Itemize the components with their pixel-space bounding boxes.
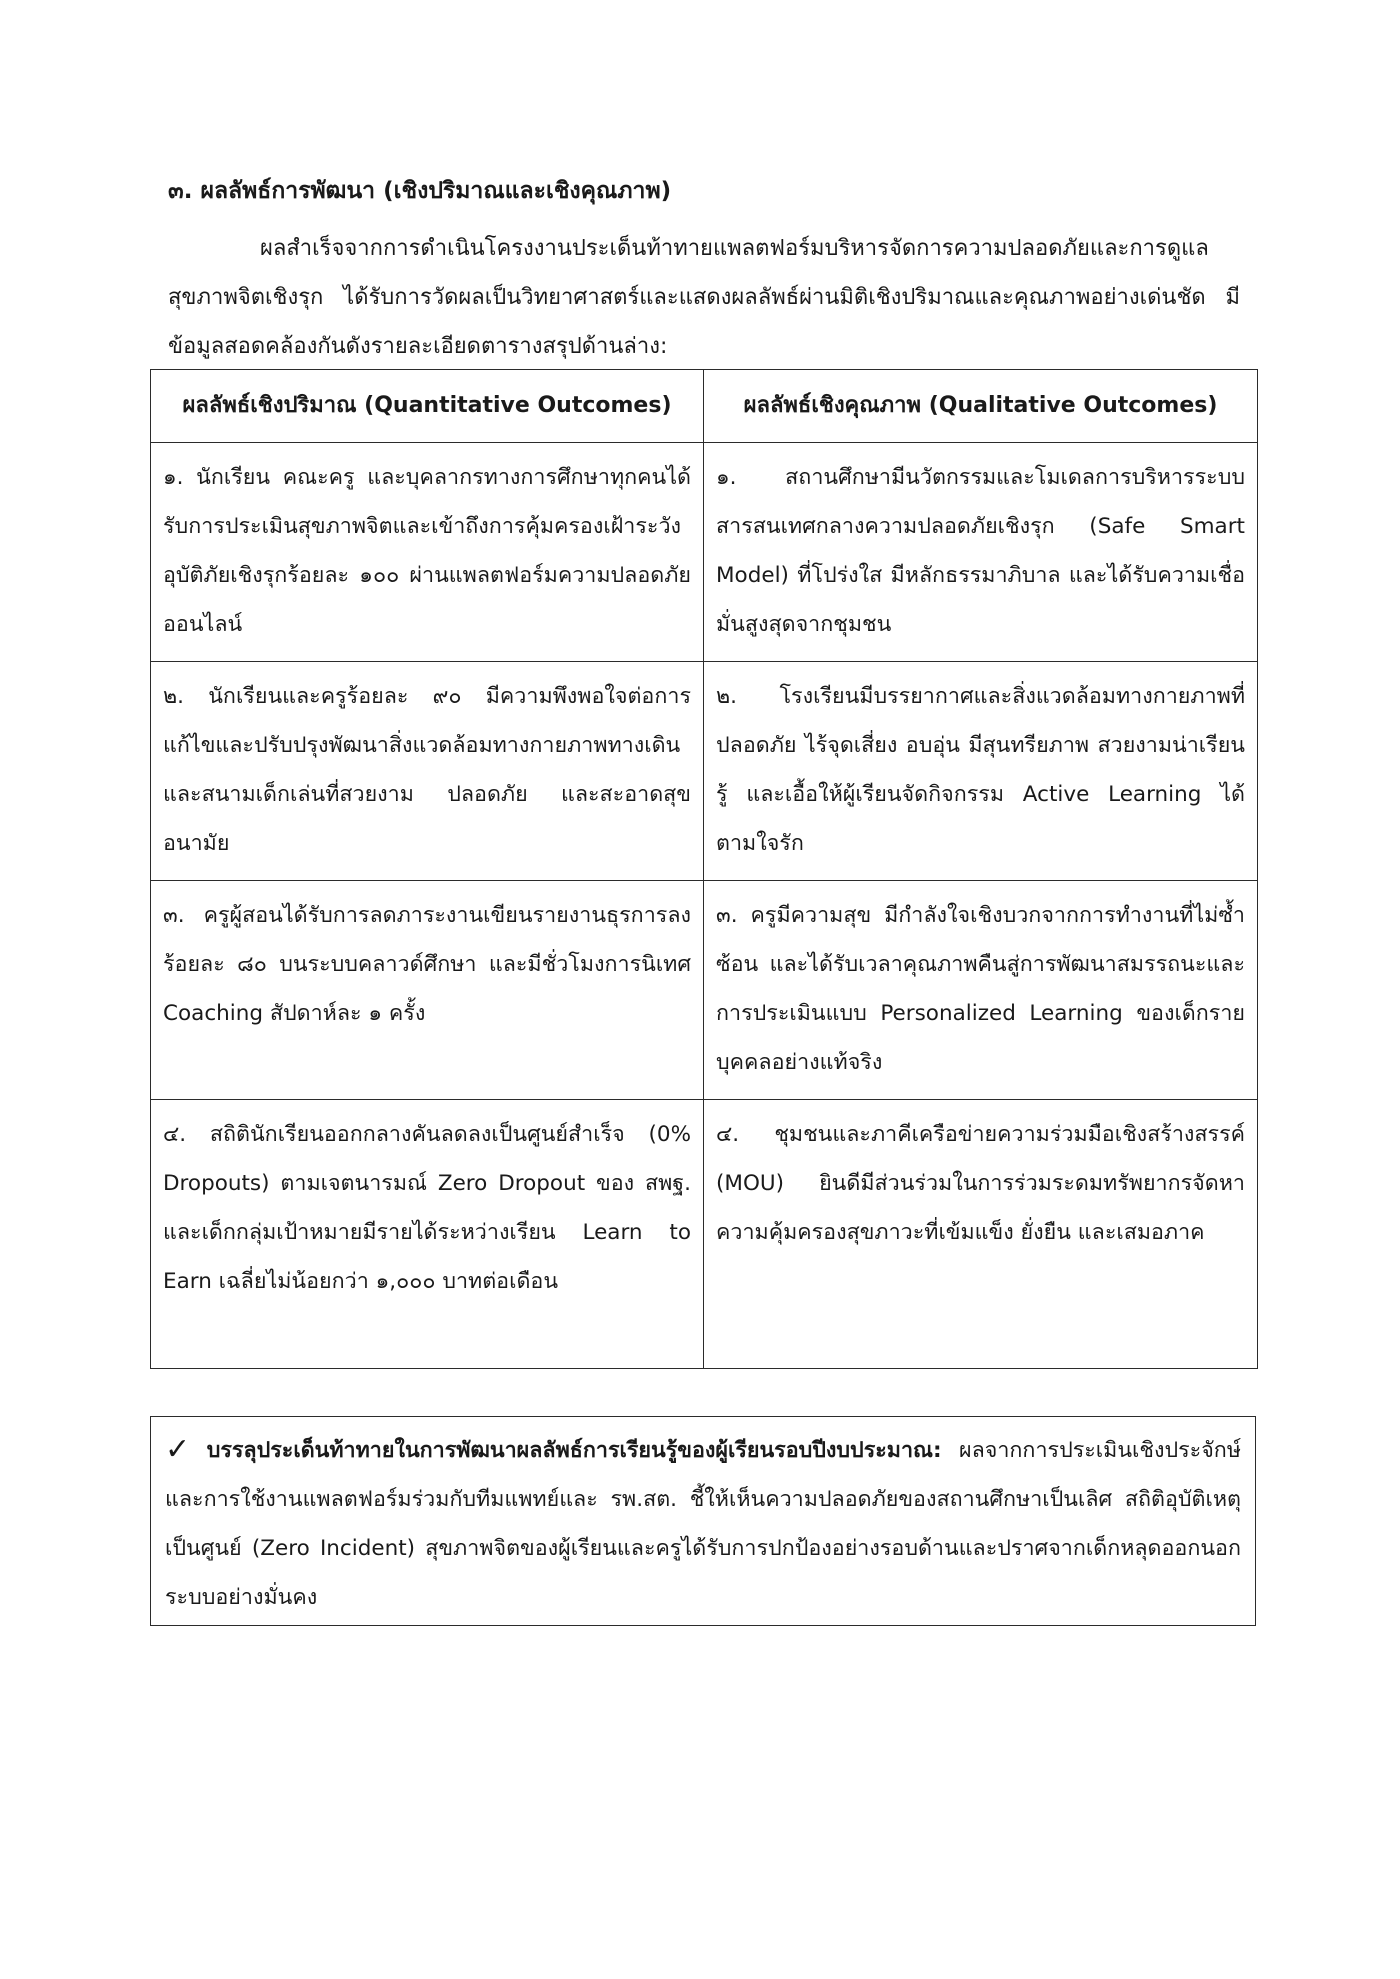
quantitative-cell: ๑. นักเรียน คณะครู และบุคลากรทางการศึกษาทุกคนได้รับการประเมินสุขภาพจิตและเข้าถึงการคุ้มครองเฝ้าระวังอุบัติภัยเชิงรุกร้อยละ ๑๐๐ ผ่านแพลตฟอร์มความปลอดภัยออนไลน์ bbox=[151, 443, 704, 662]
quantitative-cell: ๒. นักเรียนและครูร้อยละ ๙๐ มีความพึงพอใจต่อการแก้ไขและปรับปรุงพัฒนาสิ่งแวดล้อมทางกายภาพทางเดิน และสนามเด็กเล่นที่สวยงาม ปลอดภัย และสะอาดสุขอนามัย bbox=[151, 662, 704, 881]
quantitative-cell: ๓. ครูผู้สอนได้รับการลดภาระงานเขียนรายงานธุรการลงร้อยละ ๘๐ บนระบบคลาวด์ศึกษา และมีชั่วโมงการนิเทศ Coaching สัปดาห์ละ ๑ ครั้ง bbox=[151, 881, 704, 1100]
intro-paragraph bbox=[168, 224, 1240, 371]
qualitative-cell: ๑. สถานศึกษามีนวัตกรรมและโมเดลการบริหารระบบสารสนเทศกลางความปลอดภัยเชิงรุก (Safe Smart Model) ที่โปร่งใส มีหลักธรรมาภิบาล และได้รับความเชื่อมั่นสูงสุดจากชุมชน bbox=[704, 443, 1258, 662]
header-quantitative: ผลลัพธ์เชิงปริมาณ (Quantitative Outcomes) bbox=[151, 370, 704, 443]
intro-text: ผลสำเร็จจากการดำเนินโครงงานประเด็นท้าทายแพลตฟอร์มบริหารจัดการความปลอดภัยและการดูแลสุขภาพจิตเชิงรุก ได้รับการวัดผลเป็นวิทยาศาสตร์และแสดงผลลัพธ์ผ่านมิติเชิงปริมาณและคุณภาพอย่างเด่นชัด มีข้อมูลสอดคล้องกันดังรายละเอียดตารางสรุปด้านล่าง: bbox=[168, 236, 1240, 359]
table-header-row bbox=[151, 370, 1258, 443]
table-row bbox=[151, 443, 1258, 662]
header-qualitative: ผลลัพธ์เชิงคุณภาพ (Qualitative Outcomes) bbox=[704, 370, 1258, 443]
summary-box bbox=[150, 1416, 1256, 1626]
qualitative-cell: ๒. โรงเรียนมีบรรยากาศและสิ่งแวดล้อมทางกายภาพที่ปลอดภัย ไร้จุดเสี่ยง อบอุ่น มีสุนทรียภาพ สวยงามน่าเรียนรู้ และเอื้อให้ผู้เรียนจัดกิจกรรม Active Learning ได้ตามใจรัก bbox=[704, 662, 1258, 881]
quantitative-cell: ๔. สถิตินักเรียนออกกลางคันลดลงเป็นศูนย์สำเร็จ (0% Dropouts) ตามเจตนารมณ์ Zero Dropout ของ สพฐ. และเด็กกลุ่มเป้าหมายมีรายได้ระหว่างเรียน Learn to Earn เฉลี่ยไม่น้อยกว่า ๑,๐๐๐ บาทต่อเดือน bbox=[151, 1100, 704, 1369]
check-icon: ✓ bbox=[165, 1432, 201, 1467]
table-row bbox=[151, 881, 1258, 1100]
summary-body: ผลจากการประเมินเชิงประจักษ์และการใช้งานแพลตฟอร์มร่วมกับทีมแพทย์และ รพ.สต. ชี้ให้เห็นความปลอดภัยของสถานศึกษาเป็นเลิศ สถิติอุบัติเหตุเป็นศูนย์ (Zero Incident) สุขภาพจิตของผู้เรียนและครูได้รับการปกป้องอย่างรอบด้านและปราศจากเด็กหลุดออกนอกระบบอย่างมั่นคง bbox=[165, 1438, 1241, 1610]
qualitative-cell: ๔. ชุมชนและภาคีเครือข่ายความร่วมมือเชิงสร้างสรรค์ (MOU) ยินดีมีส่วนร่วมในการร่วมระดมทรัพยากรจัดหาความคุ้มครองสุขภาวะที่เข้มแข็ง ยั่งยืน และเสมอภาค bbox=[704, 1100, 1258, 1369]
qualitative-cell: ๓. ครูมีความสุข มีกำลังใจเชิงบวกจากการทำงานที่ไม่ซ้ำซ้อน และได้รับเวลาคุณภาพคืนสู่การพัฒนาสมรรถนะและการประเมินแบบ Personalized Learning ของเด็กรายบุคคลอย่างแท้จริง bbox=[704, 881, 1258, 1100]
outcomes-table bbox=[150, 369, 1258, 1369]
summary-title: บรรลุประเด็นท้าทายในการพัฒนาผลลัพธ์การเรียนรู้ของผู้เรียนรอบปีงบประมาณ: bbox=[206, 1438, 942, 1463]
table-row bbox=[151, 662, 1258, 881]
section-heading: ๓. ผลลัพธ์การพัฒนา (เชิงปริมาณและเชิงคุณภาพ) bbox=[168, 178, 672, 204]
table-row bbox=[151, 1100, 1258, 1369]
